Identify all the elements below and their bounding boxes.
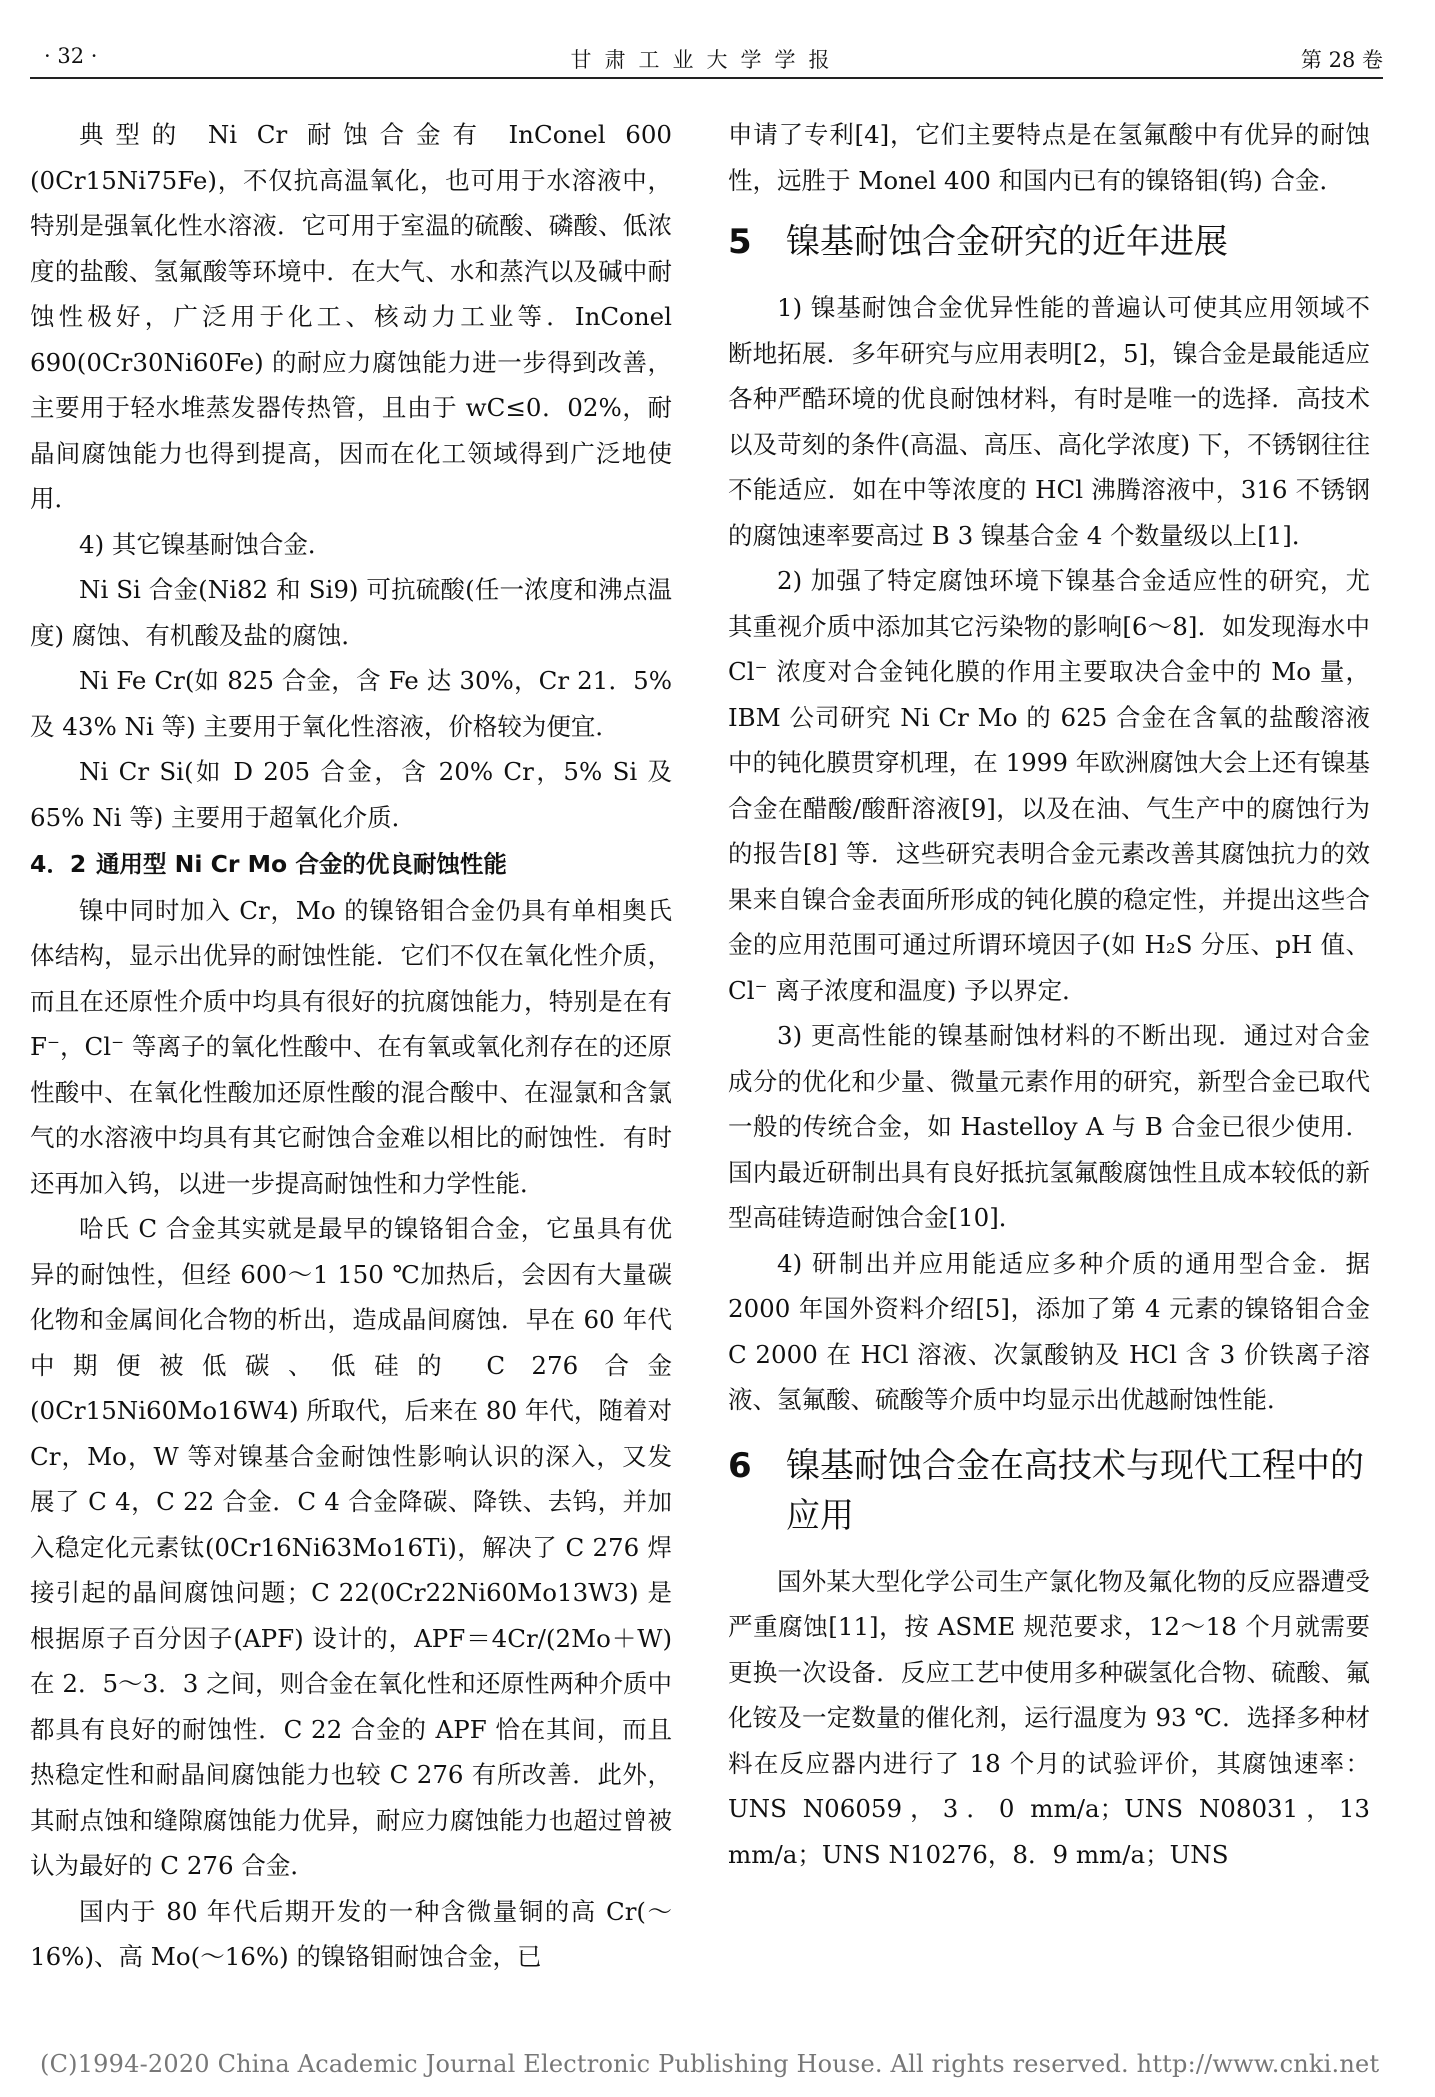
subsection-4-2-heading <box>30 842 672 888</box>
volume-label: 第 28 卷 <box>1300 48 1383 72</box>
paragraph-progress-1: 1) 镍基耐蚀合金优异性能的普遍认可使其应用领域不断地拓展．多年研究与应用表明[2，5]，镍合金是最能适应各种严酷环境的优良耐蚀材料，有时是唯一的选择．高技术以及苛刻的条件(高温、高压、高化学浓度) 下，不锈钢往往不能适应．如在中等浓度的 HCl 沸腾溶液中，316 不锈钢的腐蚀速率要高过 B 3 镍基合金 4 个数量级以上[1]． <box>728 293 1370 550</box>
paragraph-applications: 国外某大型化学公司生产氯化物及氟化物的反应器遭受严重腐蚀[11]，按 ASME 规范要求，12～18 个月就需要更换一次设备．反应工艺中使用多种碳氢化合物、硫酸、氟化铵及一定数量的催化剂，运行温度为 93 ℃．选择多种材料在反应器内进行了 18 个月的试验评价，其腐蚀速率：UNS N06059，3．0 mm/a；UNS N08031，13 mm/a；UNS N10276，8．9 mm/a；UNS <box>728 1566 1370 1869</box>
section-title: 镍基耐蚀合金在高技术与现代工程中的应用 <box>786 1445 1364 1536</box>
paragraph-inconel: 典型的 Ni Cr 耐蚀合金有 InConel 600 (0Cr15Ni75Fe)，不仅抗高温氧化，也可用于水溶液中，特别是强氧化性水溶液．它可用于室温的硫酸、磷酸、低浓度的盐酸、氢氟酸等环境中．在大气、水和蒸汽以及碱中耐蚀性极好，广泛用于化工、核动力工业等．InConel 690(0Cr30Ni60Fe) 的耐应力腐蚀能力进一步得到改善，主要用于轻水堆蒸发器传热管，且由于 wC≤0．02%，耐晶间腐蚀能力也得到提高，因而在化工领域得到广泛地使用． <box>30 120 672 513</box>
running-header <box>30 44 1383 74</box>
header-rule <box>30 77 1383 79</box>
paragraph-nisi: Ni Si 合金(Ni82 和 Si9) 可抗硫酸(任一浓度和沸点温度) 腐蚀、有机酸及盐的腐蚀． <box>30 575 672 650</box>
paragraph-other-alloys-heading: 4) 其它镍基耐蚀合金． <box>79 529 333 559</box>
paragraph-nifecr: Ni Fe Cr(如 825 合金，含 Fe 达 30%，Cr 21．5% 及 43% Ni 等) 主要用于氧化性溶液，价格较为便宜． <box>30 666 672 741</box>
subsection-number: 4．2 <box>30 850 87 878</box>
paragraph-progress-3: 3) 更高性能的镍基耐蚀材料的不断出现．通过对合金成分的优化和少量、微量元素作用的研究，新型合金已取代一般的传统合金，如 Hastelloy A 与 B 合金已很少使用．国内最近研制出具有良好抵抗氢氟酸腐蚀性且成本较低的新型高硅铸造耐蚀合金[10]． <box>728 1021 1370 1232</box>
paragraph-progress-2: 2) 加强了特定腐蚀环境下镍基合金适应性的研究，尤其重视介质中添加其它污染物的影响[6～8]．如发现海水中 Cl⁻ 浓度对合金钝化膜的作用主要取决合金中的 Mo 量，IBM 公司研究 Ni Cr Mo 的 625 合金在含氧的盐酸溶液中的钝化膜贯穿机理，在 1999 年欧洲腐蚀大会上还有镍基合金在醋酸/酸酐溶液[9]，以及在油、气生产中的腐蚀行为的报告[8] 等．这些研究表明合金元素改善其腐蚀抗力的效果来自镍合金表面所形成的钝化膜的稳定性，并提出这些合金的应用范围可通过所谓环境因子(如 H₂S 分压、pH 值、Cl⁻ 离子浓度和温度) 予以界定． <box>728 566 1370 1005</box>
paragraph-patent: 申请了专利[4]，它们主要特点是在氢氟酸中有优异的耐蚀性，远胜于 Monel 400 和国内已有的镍铬钼(钨) 合金． <box>728 120 1370 195</box>
copyright-footer: (C)1994-2020 China Academic Journal Electronic Publishing House. All rights reserved. http://www.cnki.net <box>40 2050 1380 2078</box>
section-title: 镍基耐蚀合金研究的近年进展 <box>786 222 1228 262</box>
journal-title: 甘肃工业大学学报 <box>570 48 843 72</box>
section-6-heading <box>728 1441 1370 1541</box>
right-column <box>728 112 1370 1877</box>
section-number: 5 <box>728 222 752 262</box>
paragraph-progress-4: 4) 研制出并应用能适应多种介质的通用型合金．据 2000 年国外资料介绍[5]，添加了第 4 元素的镍铬钼合金 C 2000 在 HCl 溶液、次氯酸钠及 HCl 含 3 价铁离子溶液、氢氟酸、硫酸等介质中均显示出优越耐蚀性能． <box>728 1248 1370 1414</box>
paragraph-nicrsi: Ni Cr Si(如 D 205 合金，含 20% Cr，5% Si 及 65% Ni 等) 主要用于超氧化介质． <box>30 757 672 832</box>
section-number: 6 <box>728 1445 752 1486</box>
paragraph-domestic-alloy: 国内于 80 年代后期开发的一种含微量铜的高 Cr(～16%)、高 Mo(～16%) 的镍铬钼耐蚀合金，已 <box>30 1896 672 1971</box>
paragraph-nicrmo: 镍中同时加入 Cr，Mo 的镍铬钼合金仍具有单相奥氏体结构，显示出优异的耐蚀性能．它们不仅在氧化性介质，而且在还原性介质中均具有很好的抗腐蚀能力，特别是在有 F⁻，Cl⁻ 等离子的氧化性酸中、在有氧或氧化剂存在的还原性酸中、在氧化性酸加还原性酸的混合酸中、在湿氯和含氯气的水溶液中均具有其它耐蚀合金难以相比的耐蚀性．有时还再加入钨，以进一步提高耐蚀性和力学性能． <box>30 895 672 1198</box>
left-column <box>30 112 672 1980</box>
page-number: · 32 · <box>44 44 98 68</box>
paragraph-hastelloy-c: 哈氏 C 合金其实就是最早的镍铬钼合金，它虽具有优异的耐蚀性，但经 600～1 150 ℃加热后，会因有大量碳化物和金属间化合物的析出，造成晶间腐蚀．早在 60 年代中期便被低碳、低硅的 C 276 合金(0Cr15Ni60Mo16W4) 所取代，后来在 80 年代，随着对 Cr，Mo，W 等对镍基合金耐蚀性影响认识的深入，又发展了 C 4，C 22 合金．C 4 合金降碳、降铁、去钨，并加入稳定化元素钛(0Cr16Ni63Mo16Ti)，解决了 C 276 焊接引起的晶间腐蚀问题；C 22(0Cr22Ni60Mo13W3) 是根据原子百分因子(APF) 设计的，APF＝4Cr/(2Mo＋W) 在 2．5～3．3 之间，则合金在氧化性和还原性两种介质中都具有良好的耐蚀性．C 22 合金的 APF 恰在其间，而且热稳定性和耐晶间腐蚀能力也较 C 276 有所改善．此外，其耐点蚀和缝隙腐蚀能力优异，耐应力腐蚀能力也超过曾被认为最好的 C 276 合金． <box>30 1214 672 1880</box>
subsection-title: 通用型 Ni Cr Mo 合金的优良耐蚀性能 <box>96 850 507 878</box>
section-5-heading <box>728 217 1370 267</box>
